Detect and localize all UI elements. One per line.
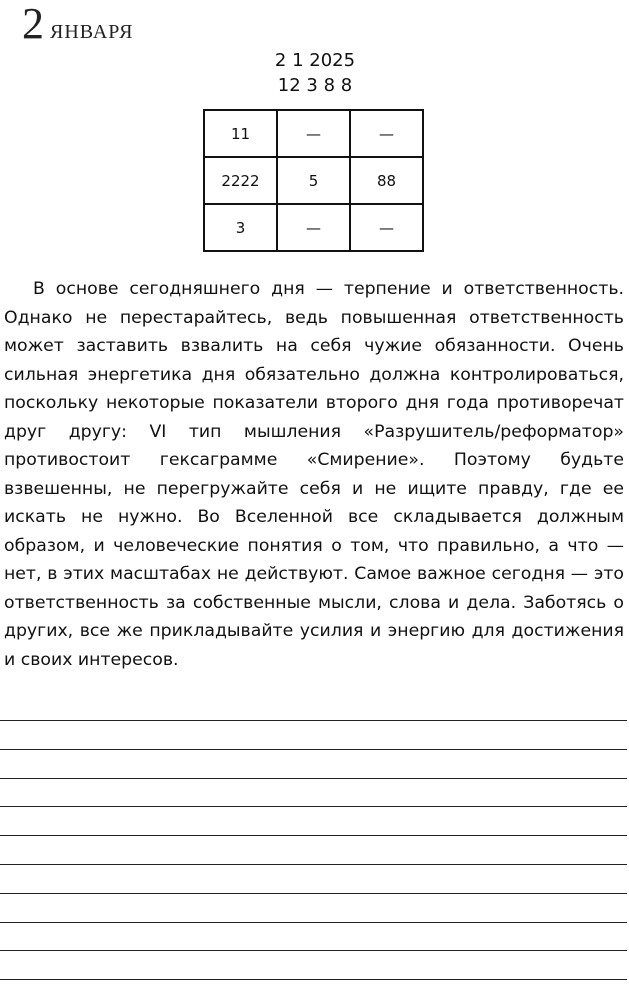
date-header (22, 2, 134, 46)
date-digits-line: 2 1 2025 (274, 50, 356, 71)
grid-cell: — (350, 110, 423, 157)
note-line[interactable] (0, 836, 627, 865)
grid-cell: 2222 (204, 157, 277, 204)
note-line[interactable] (0, 779, 627, 808)
grid-row (204, 204, 423, 251)
note-line[interactable] (0, 865, 627, 894)
grid-cell: — (277, 110, 350, 157)
grid-cell: 11 (204, 110, 277, 157)
psychomatrix-grid (203, 109, 424, 252)
note-line[interactable] (0, 721, 627, 750)
grid-row (204, 157, 423, 204)
note-line[interactable] (0, 951, 627, 980)
date-month: ЯНВАРЯ (50, 21, 134, 43)
grid-cell: 3 (204, 204, 277, 251)
description-paragraph: В основе сегодняшнего дня — терпение и ответственность. Однако не перестарайтесь, ведь повышенная ответственность может заставить взвалить на себя чужие обязанности. Очень сильная энергетика дня обязательно должна контролироваться, поскольку некоторые показатели второго дня года противоречат друг другу: VI тип мышления «Разрушитель/реформатор» противостоит гексаграмме «Смирение». Поэтому будьте взвешенны, не перегружайте себя и не ищите правду, где ее искать не нужно. Во Вселенной все складывается должным образом, и человеческие понятия о том, что правильно, а что — нет, в этих масштабах не действуют. Самое важное сегодня — это ответственность за собственные мысли, слова и дела. Заботясь о других, все же прикладывайте усилия и энергию для достижения и своих интересов. (4, 279, 624, 670)
notes-lines[interactable] (0, 719, 627, 980)
note-line[interactable] (0, 923, 627, 952)
grid-row (204, 110, 423, 157)
day-description (4, 275, 624, 674)
numerology-numbers (0, 48, 629, 98)
note-line[interactable] (0, 750, 627, 779)
note-line[interactable] (0, 807, 627, 836)
grid-cell: — (350, 204, 423, 251)
grid-cell: 5 (277, 157, 350, 204)
grid-cell: 88 (350, 157, 423, 204)
grid-cell: — (277, 204, 350, 251)
sum-digits-line: 12 3 8 8 (277, 75, 353, 96)
note-line[interactable] (0, 894, 627, 923)
date-day: 2 (22, 0, 44, 48)
